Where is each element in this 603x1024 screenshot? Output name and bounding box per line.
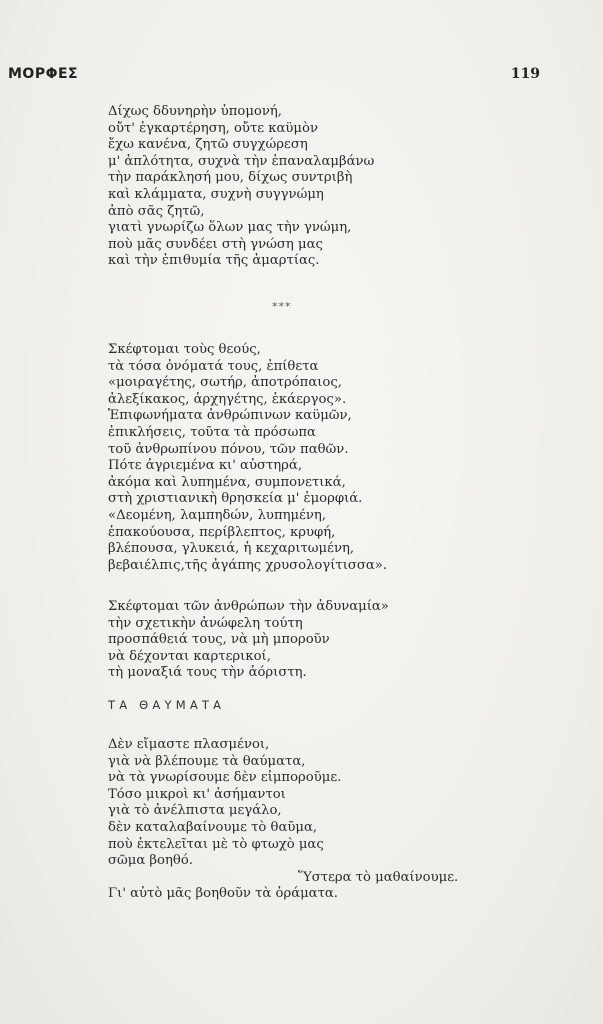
poem-line: καὶ τὴν ἐπιθυμία τῆς ἁμαρτίας. <box>108 253 320 269</box>
stanza-3 <box>108 599 548 682</box>
poem-line: Σκέφτομαι τοὺς θεούς, <box>108 342 261 357</box>
poem-line: γιὰ τὸ ἀνέλπιστα μεγάλο, <box>108 803 282 819</box>
poem-line: Πότε ἀγριεμένα κι' αὐστηρά, <box>108 458 303 474</box>
poem-line: ἀπὸ σᾶς ζητῶ, <box>108 203 205 219</box>
poem-line: ποὺ μᾶς συνδέει στὴ γνώση μας <box>108 236 323 252</box>
section-title: ΤΑ ΘΑΥΜΑΤΑ <box>108 698 226 712</box>
poem-line: στὴ χριστιανικὴ θρησκεία μ' ἐμορφιά. <box>108 491 363 507</box>
poem-line: ἔχω κανένα, ζητῶ συγχώρεση <box>108 137 308 153</box>
poem-line: βεβαιέλπις,τῆς ἀγάπης χρυσολογίτισσα». <box>108 557 388 573</box>
poem-line: ἐπικλήσεις, τοῦτα τὰ πρόσωπα <box>108 424 316 440</box>
poem-line: τὴ μοναξιά τους τὴν ἀόριστη. <box>108 665 307 681</box>
stanza-1 <box>108 104 548 270</box>
poem-line: βλέπουσα, γλυκειά, ἡ κεχαριτωμένη, <box>108 541 355 557</box>
poem-line: δὲν καταλαβαίνουμε τὸ θαῦμα, <box>108 819 318 835</box>
poem-line: νὰ τὰ γνωρίσουμε δὲν εἰμποροῦμε. <box>108 770 342 786</box>
section-separator: *** <box>272 300 292 313</box>
poem-line: οὔτ' ἐγκαρτέρηση, οὔτε καϋμὸν <box>108 120 318 136</box>
poem-line: Δίχως δδυνηρὴν ὑπομονή, <box>108 104 282 119</box>
poem-line: ἀλεξίκακος, ἀρχηγέτης, ἑκάεργος». <box>108 391 347 407</box>
poem-line: νὰ δέχονται καρτερικοί, <box>108 648 271 664</box>
poem-line: σῶμα βοηθό. <box>108 853 193 869</box>
stanza-2 <box>108 342 548 574</box>
poem-line: Ἐπιφωνήματα ἀνθρώπινων καϋμῶν, <box>108 408 352 424</box>
poem-line: Δὲν εἴμαστε πλασμένοι, <box>108 737 270 752</box>
poem-line: «Δεομένη, λαμπηδών, λυπημένη, <box>108 507 327 523</box>
stanza-4 <box>108 737 548 903</box>
poem-line: ἐπακούουσα, περίβλεπτος, κρυφή, <box>108 524 336 540</box>
poem-line: Γι' αὐτὸ μᾶς βοηθοῦν τὰ ὁράματα. <box>108 886 338 902</box>
poem-line: ἀκόμα καὶ λυπημένα, συμπονετικά, <box>108 474 346 490</box>
journal-title: ΜΟΡΦΕΣ <box>8 66 79 82</box>
poem-line: μ' ἁπλότητα, συχνὰ τὴν ἐπαναλαμβάνω <box>108 153 375 169</box>
poem-line: Τόσο μικροὶ κι' ἀσήμαντοι <box>108 786 286 802</box>
poem-line: «μοιραγέτης, σωτήρ, ἀποτρόπαιος, <box>108 375 342 391</box>
poem-line: προσπάθειά τους, νὰ μὴ μποροῦν <box>108 632 330 648</box>
poem-line: καὶ κλάμματα, συχνὴ συγγνώμη <box>108 186 324 202</box>
poem-line: τοῦ ἀνθρωπίνου πόνου, τῶν παθῶν. <box>108 441 349 457</box>
poem-line: Σκέφτομαι τῶν ἀνθρώπων τὴν ἀδυναμία» <box>108 599 389 614</box>
poem-line-indented: Ὕστερα τὸ μαθαίνουμε. <box>298 869 459 885</box>
poem-line: γιατὶ γνωρίζω ὅλων μας τὴν γνώμη, <box>108 220 352 236</box>
page-number: 119 <box>510 66 540 82</box>
poem-line: γιὰ νὰ βλέπουμε τὰ θαύματα, <box>108 753 306 769</box>
poem-line: ποὺ ἐκτελεῖται μὲ τὸ φτωχὸ μας <box>108 836 324 852</box>
poem-line: τὰ τόσα ὀνόματά τους, ἐπίθετα <box>108 358 319 374</box>
poem-line: τὴν σχετικὴν ἀνώφελη τούτη <box>108 615 303 631</box>
poem-line: τὴν παράκλησή μου, δίχως συντριβὴ <box>108 170 353 186</box>
